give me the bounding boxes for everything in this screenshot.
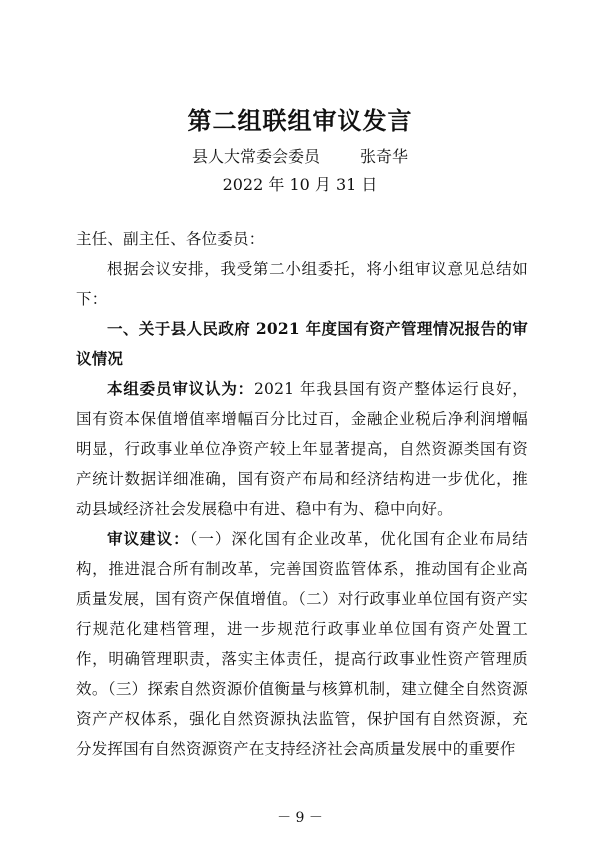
suggestion-lead: 审议建议： — [107, 529, 190, 548]
review-paragraph — [76, 374, 528, 524]
review-lead: 本组委员审议认为： — [107, 379, 254, 398]
author-line — [0, 144, 600, 170]
author-name: 张奇华 — [360, 147, 409, 166]
document-date: 2022 年 10 月 31 日 — [222, 175, 378, 194]
review-text: 2021 年我县国有资产整体运行良好，国有资本保值增值率增幅百分比过百，金融企业税后净利润增幅明显，行政事业单位净资产较上年显著提高，自然资源类国有资产统计数据详细准确，国有资产布局和经济结构进一步优化，推动县域经济社会发展稳中有进、稳中有为、稳中向好。 — [76, 380, 528, 518]
author-role: 县人大常委会委员 — [191, 147, 320, 166]
intro-paragraph: 根据会议安排，我受第二小组委托，将小组审议意见总结如下： — [76, 260, 528, 308]
document-title: 第二组联组审议发言 — [187, 106, 413, 135]
salutation: 主任、副主任、各位委员： — [76, 230, 265, 248]
suggestion-paragraph — [76, 524, 528, 764]
page-number: － 9 － — [277, 810, 323, 826]
document-body — [76, 224, 528, 764]
suggestion-text: （一）深化国有企业改革，优化国有企业布局结构，推进混合所有制改革，完善国资监管体系，推动国有企业高质量发展，国有资产保值增值。（二）对行政事业单位国有资产实行规范化建档管理，进一步规范行政事业单位国有资产处置工作，明确管理职责，落实主体责任，提高行政事业性资产管理质效。（三）探索自然资源价值衡量与核算机制，建立健全自然资源资产产权体系，强化自然资源执法监管，保护国有自然资源，充分发挥国有自然资源资产在支持经济社会高质量发展中的重要作 — [76, 530, 528, 758]
section-heading: 一、关于县人民政府 2021 年度国有资产管理情况报告的审议情况 — [76, 319, 528, 368]
